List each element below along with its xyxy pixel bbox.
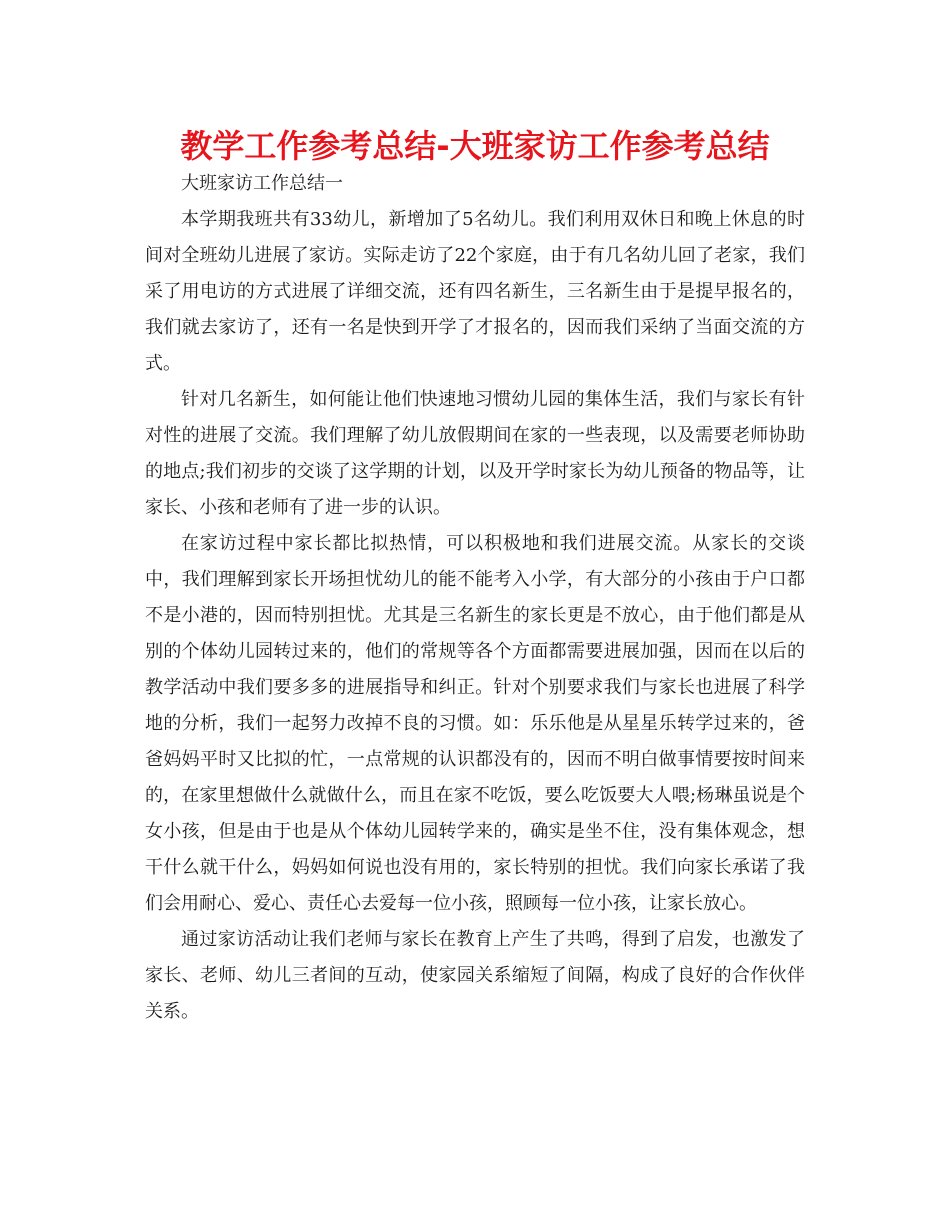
paragraph-2: 针对几名新生，如何能让他们快速地习惯幼儿园的集体生活，我们与家长有针对性的进展了交流。我们理解了幼儿放假期间在家的一些表现，以及需要老师协助的地点;我们初步的交谈了这学期的计划，以及开学时家长为幼儿预备的物品等，让家长、小孩和老师有了进一步的认识。: [145, 389, 805, 518]
paragraph-1: 本学期我班共有33幼儿，新增加了5名幼儿。我们利用双休日和晚上休息的时间对全班幼儿进展了家访。实际走访了22个家庭，由于有几名幼儿回了老家，我们采了用电访的方式进展了详细交流，还有四名新生，三名新生由于是提早报名的，我们就去家访了，还有一名是快到开学了才报名的，因而我们采纳了当面交流的方式。: [145, 209, 805, 374]
section-subtitle: 大班家访工作总结一: [181, 173, 343, 194]
document-title: 教学工作参考总结-大班家访工作参考总结: [180, 127, 770, 165]
paragraph-3: 在家访过程中家长都比拟热情，可以积极地和我们进展交流。从家长的交谈中，我们理解到家长开场担忧幼儿的能不能考入小学，有大部分的小孩由于户口都不是小港的，因而特别担忧。尤其是三名新生的家长更是不放心，由于他们都是从别的个体幼儿园转过来的，他们的常规等各个方面都需要进展加强，因而在以后的教学活动中我们要多多的进展指导和纠正。针对个别要求我们与家长也进展了科学地的分析，我们一起努力改掉不良的习惯。如：乐乐他是从星星乐转学过来的，爸爸妈妈平时又比拟的忙，一点常规的认识都没有的，因而不明白做事情要按时间来的，在家里想做什么就做什么，而且在家不吃饭，要么吃饭要大人喂;杨琳虽说是个女小孩，但是由于也是从个体幼儿园转学来的，确实是坐不住，没有集体观念，想干什么就干什么，妈妈如何说也没有用的，家长特别的担忧。我们向家长承诺了我们会用耐心、爱心、责任心去爱每一位小孩，照顾每一位小孩，让家长放心。: [145, 533, 805, 914]
document-body: [145, 166, 805, 1030]
paragraph-4: 通过家访活动让我们老师与家长在教育上产生了共鸣，得到了启发，也激发了家长、老师、幼儿三者间的互动，使家园关系缩短了间隔，构成了良好的合作伙伴关系。: [145, 929, 805, 1022]
